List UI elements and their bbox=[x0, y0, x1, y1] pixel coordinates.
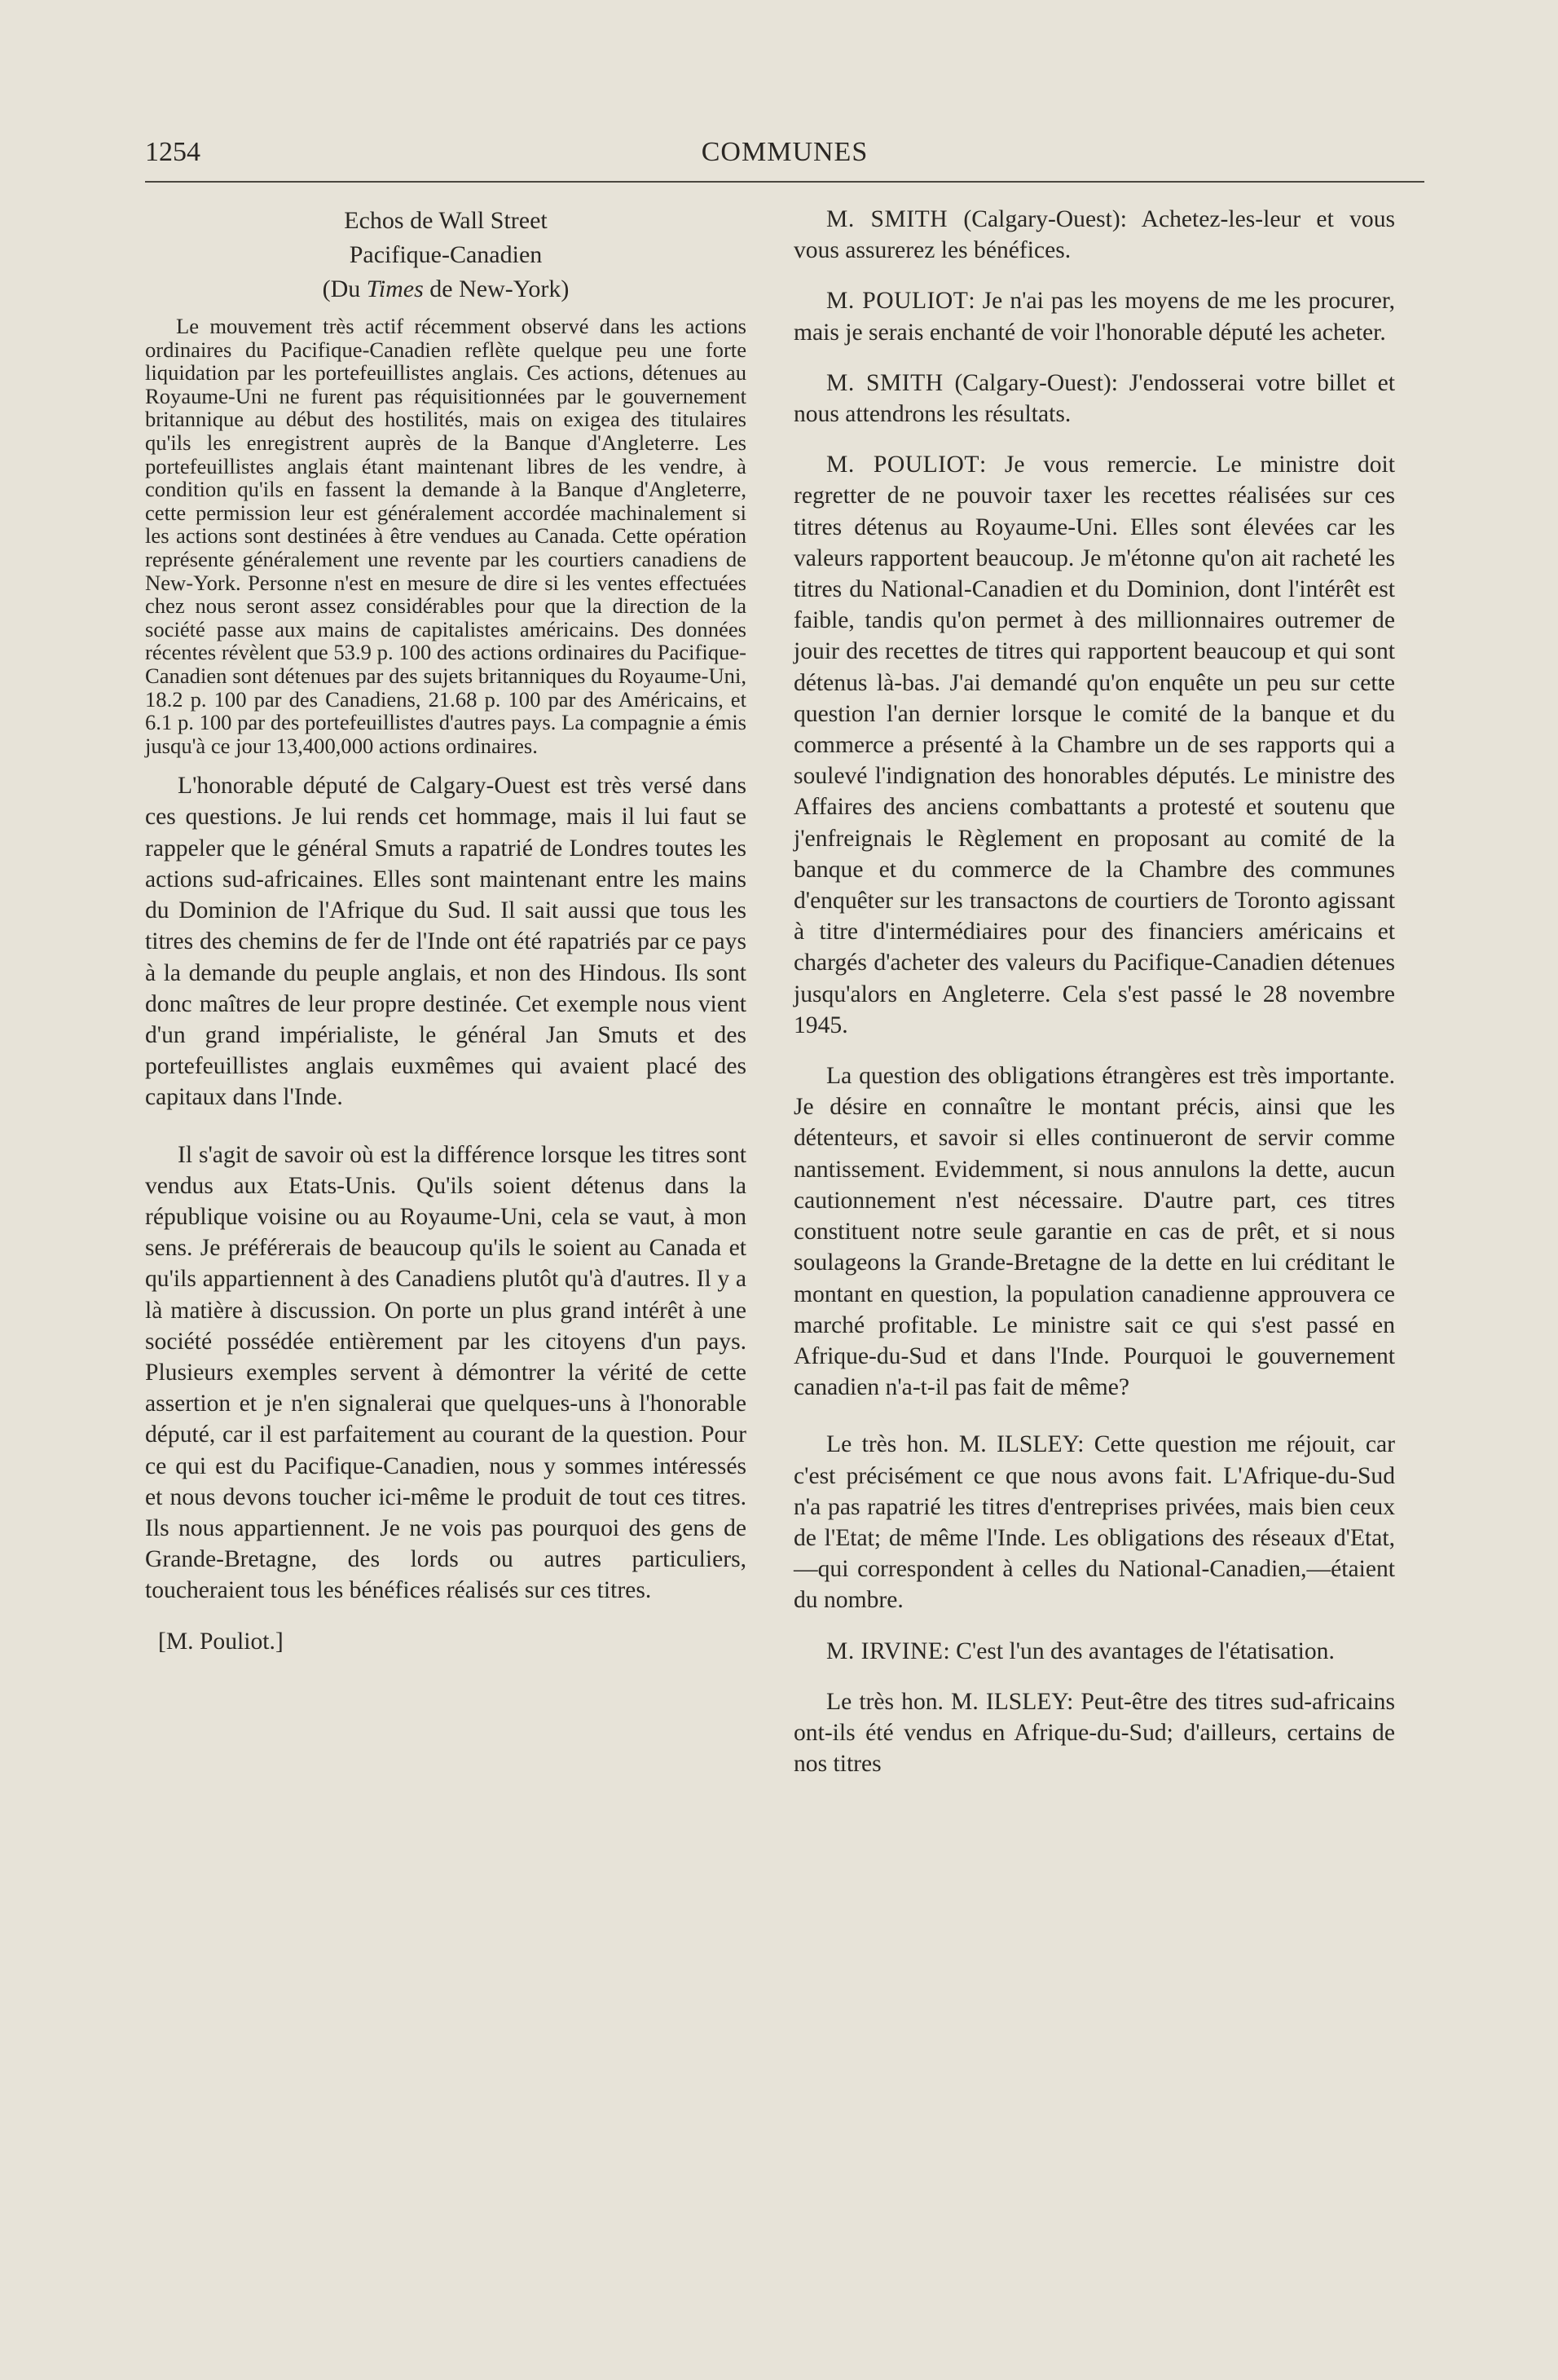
speech-paragraph bbox=[794, 1060, 1395, 1403]
speech-text: (Calgary-Ouest): J'endosserai votre billet et nous attendrons les résultats. bbox=[794, 369, 1396, 428]
speaker-name: Le très hon. M. ILSLEY bbox=[826, 1431, 1078, 1458]
page-header bbox=[145, 137, 1424, 178]
speech-text: : Peut-être des titres sud-africains ont-ils été vendus en Afrique-du-Sud; d'ailleurs, certains de nos titres bbox=[794, 1688, 1395, 1778]
speech-paragraph bbox=[794, 449, 1395, 1041]
excerpt-body: Le mouvement très actif récemment observé dans les actions ordinaires du Pacifique-Canadien reflète quelque peu une forte liquidation par les portefeuillistes anglais. Ces actions, détenues au Royaume-Uni ne furent pas réquisitionnées par le gouvernement britannique au début des hostilités, mais on exigea des titulaires qu'ils les enregistrent auprès de la Banque d'Angleterre. Les portefeuillistes anglais étant maintenant libres de les vendre, à condition qu'ils en fassent la demande à la Banque d'Angleterre, cette permission leur est généralement accordée machinalement si les actions sont destinées à être vendues au Canada. Cette opération représente généralement une revente par les courtiers canadiens de New-York. Personne n'est en mesure de dire si les ventes effectuées chez nous seront assez considérables pour que la direction de la société passe aux mains de capitalistes américains. Des données récentes révèlent que 53.9 p. 100 des actions ordinaires du Pacifique-Canadien sont détenues par des sujets britanniques du Royaume-Uni, 18.2 p. 100 par des Canadiens, 21.68 p. 100 par des Américains, et 6.1 p. 100 par des portefeuillistes d'autres pays. La compagnie a émis jusqu'à ce jour 13,400,000 actions ordinaires. bbox=[145, 314, 746, 758]
speech-text: : Cette question me réjouit, car c'est précisément ce que nous avons fait. L'Afrique-du-Sud n'a pas rapatrié les titres d'entreprises privées, mais bien ceux de l'Etat; de même l'Inde. Les obligations des réseaux d'Etat,—qui correspondent à celles du National-Canadien,—étaient du nombre. bbox=[794, 1431, 1395, 1614]
speaker-signature: [M. Pouliot.] bbox=[158, 1628, 284, 1655]
speech-paragraph bbox=[794, 204, 1395, 266]
right-column bbox=[794, 204, 1395, 1799]
excerpt-title: Echos de Wall Street bbox=[344, 207, 548, 234]
excerpt-subtitle: Pacifique-Canadien bbox=[349, 241, 543, 268]
left-column bbox=[145, 204, 746, 1657]
source-paper: Times bbox=[366, 275, 424, 302]
source-prefix: (Du bbox=[322, 275, 367, 302]
speech-paragraph bbox=[794, 368, 1395, 430]
running-title: COMMUNES bbox=[701, 137, 869, 167]
speech-paragraph bbox=[794, 285, 1395, 347]
paragraph: L'honorable député de Calgary-Ouest est très versé dans ces questions. Je lui rends cet hommage, mais il lui faut se rappeler que le général Smuts a rapatrié de Londres toutes les actions sud-africaines. Elles sont maintenant entre les mains du Dominion de l'Afrique du Sud. Il sait aussi que tous les titres des chemins de fer de l'Inde ont été rapatriés par ce pays à la demande du peuple anglais, et non des Hindous. Ils sont donc maîtres de leur propre destinée. Cet exemple nous vient d'un grand impérialiste, le général Jan Smuts et des portefeuillistes anglais euxmêmes qui avaient placé des capitaux dans l'Inde. bbox=[145, 773, 746, 1111]
header-rule bbox=[145, 181, 1424, 183]
speaker-name: M. IRVINE bbox=[826, 1637, 944, 1664]
source-suffix: de New-York) bbox=[423, 275, 570, 302]
speech-text: (Calgary-Ouest): Achetez-les-leur et vous vous assurerez les bénéfices. bbox=[794, 206, 1396, 264]
speaker-name: M. POULIOT bbox=[826, 288, 969, 315]
speech-text: : Je n'ai pas les moyens de me les procurer, mais je serais enchanté de voir l'honorable député les acheter. bbox=[794, 288, 1395, 346]
speech-paragraph bbox=[794, 1636, 1395, 1667]
speech-text: La question des obligations étrangères est très importante. Je désire en connaître le montant précis, ainsi que les détenteurs, et savoir si elles continueront de servir comme nantissement. Evidemment, si nous annulons la dette, aucun cautionnement n'est nécessaire. D'autre part, ces titres constituent notre seule garantie en cas de prêt, et si nous soulageons la Grande-Bretagne de la dette en lui créditant le montant en question, la population canadienne approuvera ce marché profitable. Le ministre sait ce qui s'est passé en Afrique-du-Sud et dans l'Inde. Pourquoi le gouvernement canadien n'a-t-il pas fait de même? bbox=[794, 1063, 1395, 1401]
quoted-excerpt bbox=[145, 204, 746, 757]
page-number: 1254 bbox=[145, 137, 200, 167]
excerpt-source bbox=[145, 272, 746, 306]
speaker-name: M. SMITH bbox=[826, 369, 944, 396]
speech-paragraph bbox=[794, 1686, 1395, 1780]
speech-paragraph bbox=[794, 1429, 1395, 1615]
speaker-name: Le très hon. M. ILSLEY bbox=[826, 1688, 1067, 1715]
paragraph: Il s'agit de savoir où est la différence lorsque les titres sont vendus aux Etats-Unis. Qu'ils soient détenus dans la république voisine ou au Royaume-Uni, cela se vaut, à mon sens. Je préférerais de beaucoup qu'ils le soient au Canada et qu'ils appartiennent à des Canadiens plutôt qu'à d'autres. Il y a là matière à discussion. On porte un plus grand intérêt à une société possédée entièrement par les citoyens d'un pays. Plusieurs exemples servent à démontrer la vérité de cette assertion et je n'en signalerai que quelques-uns à l'honorable député, car il est parfaitement au courant de la question. Pour ce qui est du Pacifique-Canadien, nous y sommes intéressés et nous devons toucher ici-même le produit de tout ces titres. Ils nous appartiennent. Je ne vois pas pourquoi des gens de Grande-Bretagne, des lords ou autres particuliers, toucheraient tous les bénéfices réalisés sur ces titres. bbox=[145, 1141, 746, 1604]
speech-text: : Je vous remercie. Le ministre doit regretter de ne pouvoir taxer les recettes réalisées sur ces titres détenus au Royaume-Uni. Elles sont élevées car les valeurs rapportent beaucoup. Je m'étonne qu'on ait racheté les titres du National-Canadien et du Dominion, dont l'intérêt est faible, tandis qu'on permet à des millionnaires outremer de jouir des recettes de titres qui rapportent beaucoup et qui sont détenus là-bas. J'ai demandé qu'on enquête un peu sur cette question l'an dernier lorsque le comité de la banque et du commerce a présenté à la Chambre un de ses rapports qui a soulevé l'indignation des honorables députés. Le ministre des Affaires des anciens combattants a protesté et soutenu que j'enfreignais le Règlement en proposant au comité de la banque et du commerce de la Chambre des communes d'enquêter sur les transactons de courtiers de Toronto agissant à titre d'intermédiaires pour des financiers américains et chargés d'acheter des valeurs du Pacifique-Canadien détenues jusqu'alors en Angleterre. Cela s'est passé le 28 novembre 1945. bbox=[794, 452, 1395, 1038]
speech-text: : C'est l'un des avantages de l'étatisation. bbox=[943, 1637, 1335, 1664]
speaker-name: M. POULIOT bbox=[826, 452, 979, 478]
speaker-name: M. SMITH bbox=[826, 206, 948, 232]
